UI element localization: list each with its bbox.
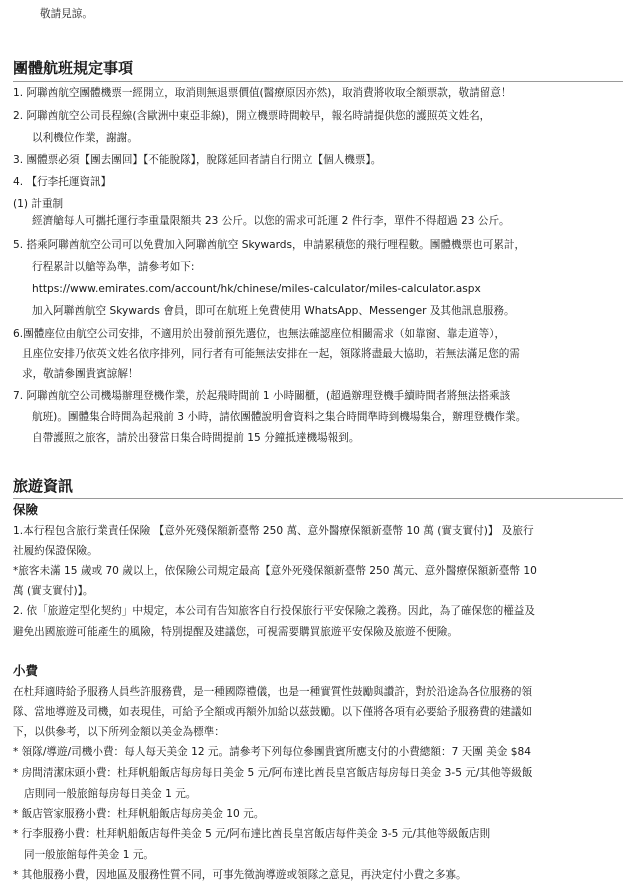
insurance-line: 避免出國旅遊可能產生的風險，特別提醒及建議您，可視需要購買旅遊平安保險及旅遊不便險。 (13, 626, 458, 638)
tips-line: * 行李服務小費：杜拜帆船飯店每件美金 5 元/阿布達比酋長皇宮飯店每件美金 3-5 元/其他等級飯店則 (13, 828, 491, 840)
flight-rule-line: 行程累計以艙等為準，請參考如下: (32, 261, 195, 273)
tips-line: 同一般旅館每件美金 1 元。 (24, 849, 155, 861)
flight-rules-divider (13, 81, 623, 82)
flight-rule-line: 經濟艙每人可攜托運行李重量限額共 23 公斤。以您的需求可託運 2 件行李，單件不得超過 23 公斤。 (32, 215, 510, 227)
tips-line: * 飯店管家服務小費：杜拜帆船飯店每房美金 10 元。 (13, 808, 265, 820)
flight-rule-line: 自帶護照之旅客，請於出發當日集合時間提前 15 分鐘抵達機場報到。 (32, 432, 360, 444)
flight-rules-title: 團體航班規定事項 (13, 59, 134, 77)
insurance-line: 1.本行程包含旅行業責任保險 【意外死殘保額新臺幣 250 萬、意外醫療保額新臺幣 10 萬 (實支實付)】 及旅行 (13, 525, 534, 537)
insurance-title: 保險 (13, 502, 39, 517)
travel-info-divider (13, 498, 623, 499)
tips-line: * 房間清潔床頭小費：杜拜帆船飯店每房每日美金 5 元/阿布達比酋長皇宮飯店每房每日美金 3-5 元/其他等級飯 (13, 767, 533, 779)
flight-rule-line: 2. 阿聯酋航空公司長程線(含歐洲中東亞非線)，開立機票時間較早，報名時請提供您的護照英文姓名， (13, 110, 491, 122)
flight-rule-line: 1. 阿聯酋航空團體機票一經開立，取消則無退票價值(醫療原因亦然)，取消費將收取全額票款，敬請留意！ (13, 87, 512, 99)
travel-info-title: 旅遊資訊 (13, 477, 74, 495)
miles-calculator-link[interactable]: https://www.emirates.com/account/hk/chinese/miles-calculator/miles-calculator.aspx (32, 283, 481, 295)
flight-rule-line: 以利機位作業，謝謝。 (32, 132, 138, 144)
flight-rule-line: 7. 阿聯酋航空公司機場辦理登機作業，於起飛時間前 1 小時關櫃，(超過辦理登機手續時間者將無法搭乘該 (13, 390, 511, 402)
tips-line: 店則同一般旅館每房每日美金 1 元。 (24, 788, 197, 800)
tips-line: * 其他服務小費，因地區及服務性質不同，可事先徵詢導遊或領隊之意見，再決定付小費之多寡。 (13, 869, 467, 881)
tips-line: 隊、當地導遊及司機，如表現佳，可給予全額或再額外加給以茲鼓勵。以下僅將各項有必要給予服務費的建議如 (13, 706, 533, 718)
tips-line: * 領隊/導遊/司機小費：每人每天美金 12 元。請參考下列每位參團貴賓所應支付的小費總額：7 天團 美金 $84 (13, 746, 532, 758)
flight-rule-line: 航班)。團體集合時間為起飛前 3 小時，請依團體說明會資料之集合時間準時到機場集合，辦理登機作業。 (32, 411, 527, 423)
tips-line: 在杜拜適時給予服務人員些許服務費，是一種國際禮儀，也是一種實質性鼓勵與讚許，對於沿途為各位服務的領 (13, 686, 533, 698)
insurance-line: 2. 依「旅遊定型化契約」中規定，本公司有告知旅客自行投保旅行平安保險之義務。因此，為了確保您的權益及 (13, 605, 535, 617)
intro-text: 敬請見諒。 (40, 8, 93, 20)
tips-title: 小費 (13, 663, 39, 678)
insurance-line: *旅客未滿 15 歲或 70 歲以上，依保險公司規定最高【意外死殘保額新臺幣 250 萬元、意外醫療保額新臺幣 10 (13, 565, 537, 577)
flight-rule-line: 加入阿聯酋航空 Skywards 會員，即可在航班上免費使用 WhatsApp、Messenger 及其他訊息服務。 (32, 305, 515, 317)
insurance-line: 萬 (實支實付)】。 (13, 585, 94, 597)
flight-rule-line: 3. 團體票必須【團去團回】【不能脫隊】，脫隊延回者請自行開立【個人機票】。 (13, 154, 382, 166)
tips-line: 下，以供參考，以下所列金額以美金為標準： (13, 726, 225, 738)
flight-rule-line: 且座位安排乃依英文姓名依序排列，同行者有可能無法安排在一起，領隊將盡最大協助，若無法滿足您的需 (22, 348, 520, 360)
flight-rule-line: 5. 搭乘阿聯酋航空公司可以免費加入阿聯酋航空 Skywards，申請累積您的飛行哩程數。團體機票也可累計， (13, 239, 526, 251)
insurance-line: 社履約保證保險。 (13, 545, 98, 557)
flight-rule-line: (1) 計重制 (13, 198, 64, 210)
flight-rule-line: 求，敬請參團貴賓諒解！ (22, 368, 139, 380)
flight-rule-line: 6.團體座位由航空公司安排，不適用於出發前預先選位，也無法確認座位相關需求（如靠窗、靠走道等）， (13, 328, 506, 340)
flight-rule-line: 4. 【行李托運資訊】 (13, 176, 112, 188)
